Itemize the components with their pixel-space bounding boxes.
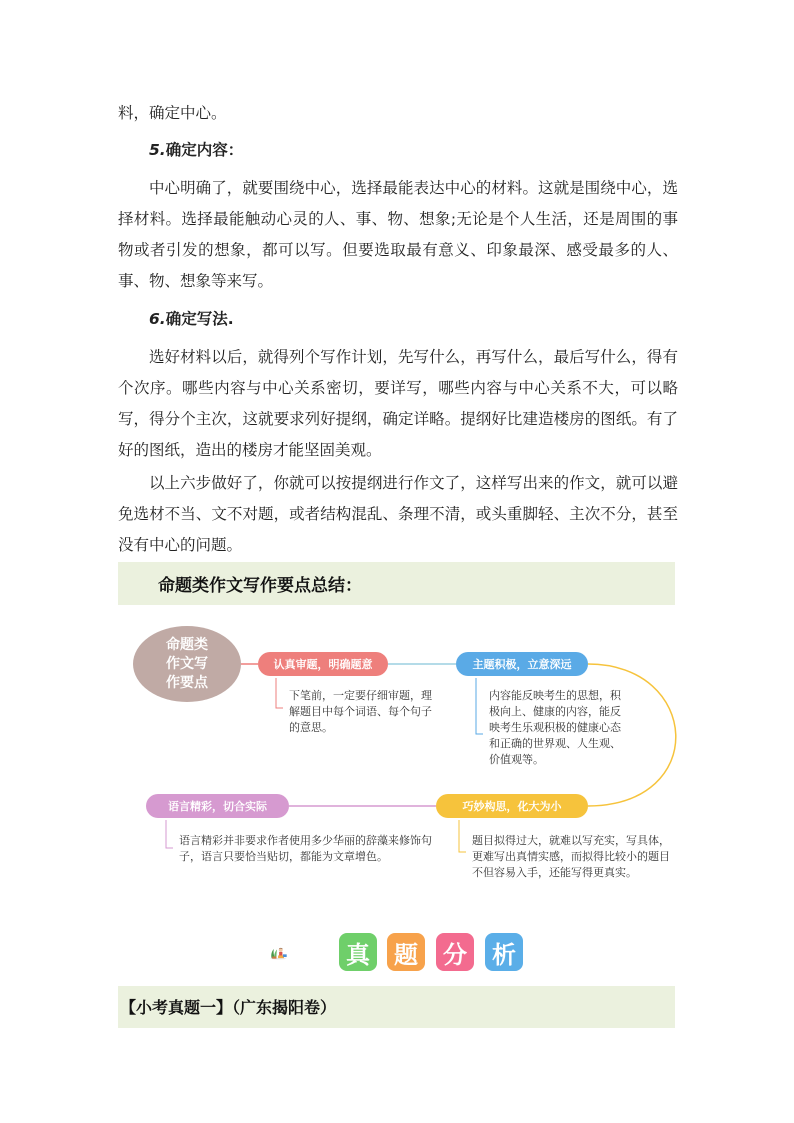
step1-note: 下笔前，一定要仔细审题，理解题目中每个词语、每个句子的意思。 xyxy=(289,689,432,734)
banner-tile-4: 析 xyxy=(485,933,523,971)
bracket-step2 xyxy=(476,678,483,734)
banner-tile-2: 题 xyxy=(387,933,425,971)
reading-girl-illustration xyxy=(270,928,340,978)
step1-pill: 认真审题，明确题意 xyxy=(258,652,388,676)
summary-title: 命题类作文写作要点总结： xyxy=(158,576,362,596)
center-node-label: 命题类作文写作要点 xyxy=(166,636,208,691)
exam-title: 【小考真题一】（广东揭阳卷） xyxy=(120,998,337,1017)
heading-number: 6. xyxy=(149,310,166,328)
heading-number: 5. xyxy=(149,141,166,159)
step4-pill: 语言精彩，切合实际 xyxy=(146,794,289,818)
banner-tile-1: 真 xyxy=(339,933,377,971)
heading-text: 确定内容： xyxy=(165,141,244,159)
banner-tile-3: 分 xyxy=(436,933,474,971)
bracket-step1 xyxy=(276,678,283,708)
step2-note: 内容能反映考生的思想，积极向上、健康的内容，能反映考生乐观积极的健康心态和正确的世界观、人生观、价值观等。 xyxy=(489,689,621,766)
step4-note: 语言精彩并非要求作者使用多少华丽的辞藻来修饰句子，语言只要恰当贴切，都能为文章增色。 xyxy=(179,834,432,863)
paragraph-method: 选好材料以后，就得列个写作计划，先写什么，再写什么，最后写什么，得有个次序。哪些内容与中心关系密切，要详写，哪些内容与中心关系不大，可以略写，得分个主次，这就要求列好提纲，确定详略。提纲好比建造楼房的图纸。有了好的图纸，造出的楼房才能坚固美观。 xyxy=(118,348,678,459)
paragraph-conclusion: 以上六步做好了，你就可以按提纲进行作文了，这样写出来的作文，就可以避免选材不当、文不对题，或者结构混乱、条理不清，或头重脚轻、主次不分，甚至没有中心的问题。 xyxy=(118,474,678,554)
bracket-step3 xyxy=(459,820,466,852)
paragraph-content: 中心明确了，就要围绕中心，选择最能表达中心的材料。这就是围绕中心，选择材料。选择最能触动心灵的人、事、物、想象;无论是个人生活，还是周围的事物或者引发的想象，都可以写。但要选取最有意义、印象最深、感受最多的人、事、物、想象等来写。 xyxy=(118,179,678,290)
step3-note: 题目拟得过大，就难以写充实，写具体，更难写出真情实感，而拟得比较小的题目不但容易入手，还能写得更真实。 xyxy=(472,834,670,879)
step3-pill: 巧妙构思，化大为小 xyxy=(436,794,588,818)
step2-pill: 主题积极，立意深远 xyxy=(456,652,588,676)
diagram-center-node xyxy=(133,626,241,702)
heading-text: 确定写法. xyxy=(165,310,234,328)
bracket-step4 xyxy=(166,820,173,848)
paragraph-continuation: 料，确定中心。 xyxy=(118,104,227,122)
